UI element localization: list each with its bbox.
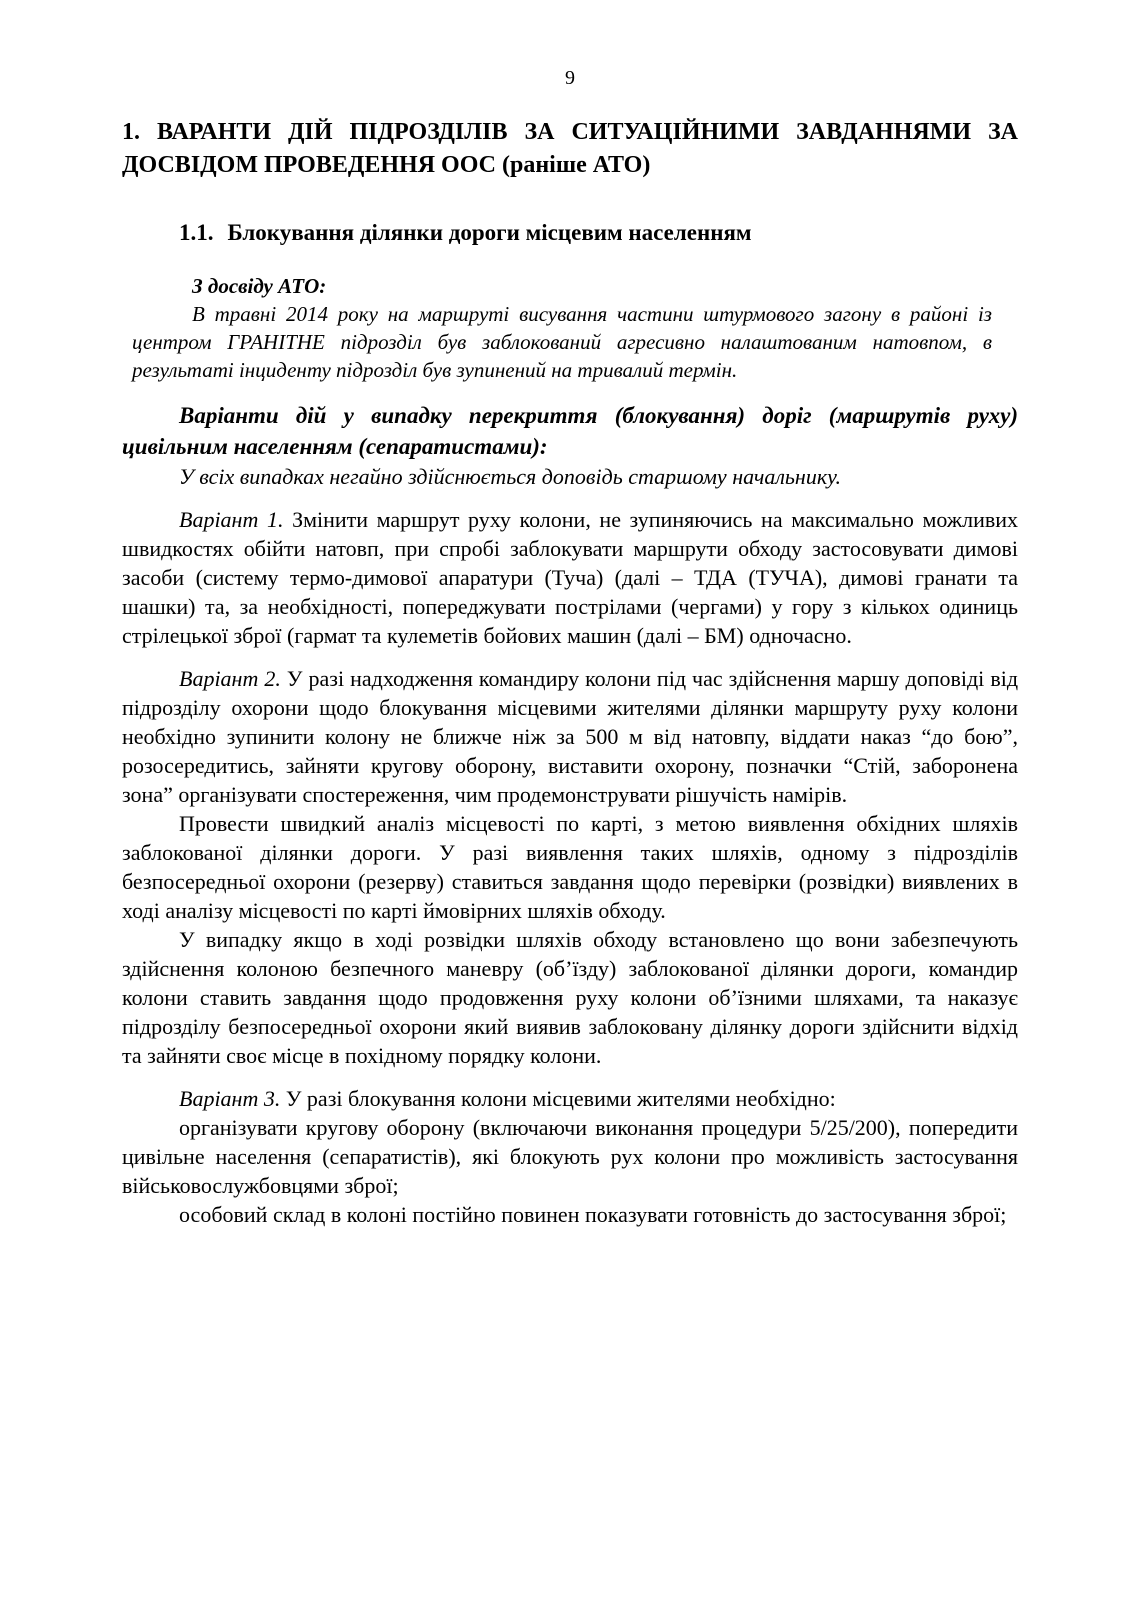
section-title: Блокування ділянки дороги місцевим населенням — [227, 220, 752, 245]
page-number: 9 — [565, 67, 575, 89]
variant-2-label: Варіант 2. — [179, 666, 281, 691]
paragraph-analysis — [122, 809, 1018, 925]
ato-experience-label: З досвіду АТО: — [192, 274, 327, 298]
variant-2-text: У разі надходження командиру колони під час здійснення маршу доповіді від підрозділу охорони щодо блокування місцевими жителями ділянки маршруту руху колони необхідно зупинити колону не ближче ніж за 500 м від натовпу, віддати наказ “до бою”, розосередитись, зайняти кругову оборону, виставити охорону, позначки “Стій, заборонена зона” організувати спостереження, чим продемонструвати рішучість намірів. — [122, 666, 1019, 807]
variants-note: У всіх випадках негайно здійснюється доповідь старшому начальнику. — [179, 464, 842, 489]
paragraph-analysis-text: Провести швидкий аналіз місцевості по карті, з метою виявлення обхідних шляхів заблокованої ділянки дороги. У разі виявлення таких шляхів, одному з підрозділів безпосередньої охорони (резерву) ставиться завдання щодо перевірки (розвідки) виявлених в ході аналізу місцевості по карті ймовірних шляхів обходу. — [122, 811, 1018, 923]
section-heading — [179, 218, 1018, 248]
main-heading: 1. ВАРАНТИ ДІЙ ПІДРОЗДІЛІВ ЗА СИТУАЦІЙНИМИ ЗАВДАННЯМИ ЗА ДОСВІДОМ ПРОВЕДЕННЯ ООС (раніше АТО) — [122, 119, 1018, 178]
variants-heading: Варіанти дій у випадку перекриття (блокування) доріг (маршрутів руху) цивільним населенням (сепаратистами): — [122, 403, 1018, 459]
variant-3-text: У разі блокування колони місцевими жителями необхідно: — [285, 1086, 836, 1111]
paragraph-readiness — [122, 1200, 1018, 1229]
ato-experience-block — [132, 272, 992, 384]
paragraph-defense — [122, 1113, 1018, 1200]
variant-1-text: Змінити маршрут руху колони, не зупиняючись на максимально можливих швидкостях обійти натовп, при спробі заблокувати маршрути обходу застосовувати димові засоби (систему термо-димової апаратури (Туча) (далі – ТДА (ТУЧА), димові гранати та шашки) та, за необхідності, попереджувати пострілами (чергами) у гору з кількох одиниць стрілецької зброї (гармат та кулеметів бойових машин (далі – БМ) одночасно. — [122, 507, 1019, 648]
paragraph-detour-text: У випадку якщо в ході розвідки шляхів обходу встановлено що вони забезпечують здійснення колоною безпечного маневру (об’їзду) заблокованої ділянки дороги, командир колони ставить завдання щодо продовження руху колони об’їзними шляхами, та наказує підрозділу безпосередньої охорони який виявив заблоковану ділянку дороги здійснити відхід та зайняти своє місце в похідному порядку колони. — [122, 927, 1018, 1068]
paragraph-variant-1 — [122, 505, 1018, 650]
section-number: 1.1. — [179, 220, 214, 245]
variant-1-label: Варіант 1. — [179, 507, 284, 532]
ato-experience-text: В травні 2014 року на маршруті висування частини штурмового загону в районі із центром ГРАНІТНЕ підрозділ був заблокований агресивно налаштованим натовпом, в результаті інциденту підрозділ був зупинений на тривалий термін. — [132, 302, 992, 382]
variant-3-label: Варіант 3. — [179, 1086, 281, 1111]
paragraph-detour — [122, 925, 1018, 1070]
paragraph-variant-2 — [122, 664, 1018, 809]
paragraph-readiness-text: особовий склад в колоні постійно повинен показувати готовність до застосування зброї; — [179, 1202, 1007, 1227]
paragraph-defense-text: організувати кругову оборону (включаючи виконання процедури 5/25/200), попередити цивільне населення (сепаратистів), які блокують рух колони про можливість застосування військовослужбовцями зброї; — [122, 1115, 1018, 1198]
paragraph-variant-3 — [122, 1084, 1018, 1113]
